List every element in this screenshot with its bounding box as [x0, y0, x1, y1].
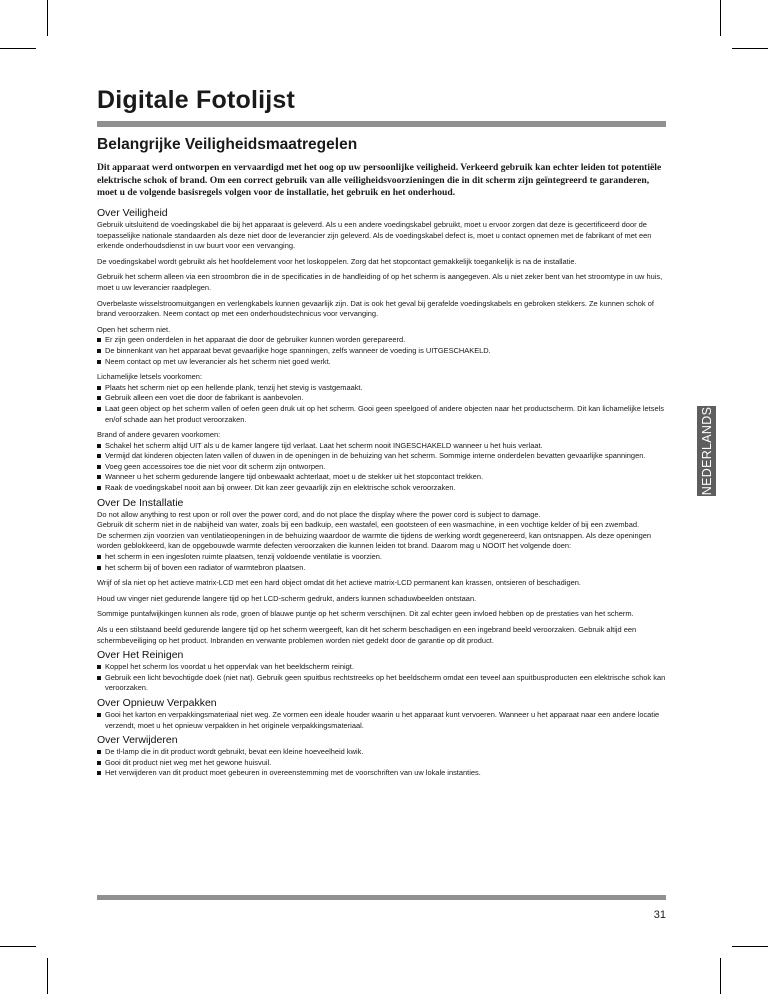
- paragraph: Sommige puntafwijkingen kunnen als rode, groen of blauwe puntje op het scherm verschijnen. Dit zal echter geen invloed hebben op de prestaties van het scherm.: [97, 609, 634, 619]
- crop-mark: [720, 0, 721, 36]
- section-heading-disposal: Over Verwijderen: [97, 734, 178, 747]
- paragraph: Houd uw vinger niet gedurende langere tijd op het LCD-scherm gedrukt, anders kunnen schaduwbeelden ontstaan.: [97, 593, 477, 603]
- bullet-item: het scherm bij of boven een radiator of warmtebron plaatsen.: [97, 563, 667, 574]
- crop-mark: [0, 946, 36, 947]
- bullet-item: Gebruik alleen een voet die door de fabrikant is aanbevolen.: [97, 393, 667, 404]
- crop-mark: [47, 958, 48, 994]
- bullet-item: Laat geen object op het scherm vallen of oefen geen druk uit op het scherm. Gooi geen speelgoed of andere objecten naar het productscherm. Dit kan lichamelijke letsels en/of schade aan het product veroorzaken.: [97, 404, 667, 425]
- bullet-item: Gebruik een licht bevochtigde doek (niet nat). Gebruik geen spuitbus rechtstreeks op het beeldscherm omdat een teveel aan spuitbusproducten een elektrische schok kan veroorzaken.: [97, 673, 667, 694]
- crop-mark: [720, 958, 721, 994]
- paragraph: Gebruik dit scherm niet in de nabijheid van water, zoals bij een badkuip, een wastafel, een gootsteen of een wasmachine, in een vochtige kelder of bij een zwembad.: [97, 520, 640, 530]
- crop-mark: [47, 0, 48, 36]
- paragraph: De voedingskabel wordt gebruikt als het hoofdelement voor het loskoppelen. Zorg dat het stopcontact gemakkelijk toegankelijk is na de installatie.: [97, 256, 577, 266]
- page-title: Digitale Fotolijst: [97, 86, 296, 114]
- paragraph: Do not allow anything to rest upon or roll over the power cord, and do not place the display where the power cord is subject to damage.: [97, 509, 541, 519]
- crop-mark: [732, 48, 768, 49]
- safety-heading: Belangrijke Veiligheidsmaatregelen: [97, 136, 358, 153]
- intro-paragraph: Dit apparaat werd ontworpen en vervaardigd met het oog op uw persoonlijke veiligheid. Verkeerd gebruik kan echter leiden tot potentiële elektrische schok of brand. Om een correct gebruik van alle veiligheidsvoorzieningen die in dit scherm zijn geïntegreerd te garanderen, moet u de volgende basisregels volgen voor de installatie, het gebruik en het onderhoud.: [97, 162, 662, 198]
- bullet-item: Plaats het scherm niet op een hellende plank, tenzij het stevig is vastgemaakt.: [97, 383, 667, 394]
- footer-rule: [97, 895, 666, 900]
- bullet-item: Wanneer u het scherm gedurende langere tijd onbewaakt achterlaat, moet u de stekker uit het stopcontact trekken.: [97, 472, 667, 483]
- page-number: 31: [653, 909, 666, 921]
- paragraph: Gebruik uitsluitend de voedingskabel die bij het apparaat is geleverd. Als u een andere voedingskabel gebruikt, moet u ervoor zorgen dat deze is gecertificeerd door de toepasselijke nationale standaarden als deze niet door de leverancier zijn geleverd. Als de voedingskabel defect is, moet u contact opnemen met de fabrikant of met een erkende onderhoudsdienst in uw buurt voor een vervanging.: [97, 220, 652, 251]
- bullet-item: Het verwijderen van dit product moet gebeuren in overeenstemming met de voorschriften van uw lokale instanties.: [97, 768, 667, 779]
- crop-mark: [732, 946, 768, 947]
- title-rule: [97, 121, 666, 127]
- list-intro: Open het scherm niet.: [97, 324, 171, 334]
- bullet-item: Raak de voedingskabel nooit aan bij onweer. Dit kan zeer gevaarlijk zijn en elektrische schok veroorzaken.: [97, 483, 667, 494]
- paragraph: Overbelaste wisselstroomuitgangen en verlengkabels kunnen gevaarlijk zijn. Dat is ook het geval bij gerafelde voedingskabels en gebroken stekkers. Ze kunnen schok of brand veroorzaken. Neem contact op met een onderhoudstechnicus voor vervanging.: [97, 298, 654, 319]
- bullet-item: De tl-lamp die in dit product wordt gebruikt, bevat een kleine hoeveelheid kwik.: [97, 747, 667, 758]
- bullet-item: Gooi het karton en verpakkingsmateriaal niet weg. Ze vormen een ideale houder waarin u het apparaat kunt vervoeren. Wanneer u het apparaat naar een andere locatie verzendt, moet u het opnieuw verpakken in het originele verpakkingsmateriaal.: [97, 710, 667, 731]
- section-heading-repacking: Over Opnieuw Verpakken: [97, 696, 217, 709]
- paragraph: Gebruik het scherm alleen via een stroombron die in de specificaties in de handleiding of op het scherm is aangegeven. Als u niet zeker bent van het stroomtype in uw huis, moet u uw leverancier raadplegen.: [97, 272, 663, 292]
- paragraph: Wrijf of sla niet op het actieve matrix-LCD met een hard object omdat dit het actieve matrix-LCD permanent kan krassen, ontsieren of beschadigen.: [97, 578, 581, 588]
- bullet-item: De binnenkant van het apparaat bevat gevaarlijke hoge spanningen, zelfs wanneer de voeding is UITGESCHAKELD.: [97, 346, 667, 357]
- list-intro: Lichamelijke letsels voorkomen:: [97, 372, 202, 382]
- language-label: NEDERLANDS: [699, 406, 714, 496]
- paragraph: Als u een stilstaand beeld gedurende langere tijd op het scherm weergeeft, kan dit het scherm beschadigen en een ingebrand beeld veroorzaken. Gebruik altijd een schermbeveiliging op het product. Inbranden en verwante problemen worden niet gedekt door de garantie op dit product.: [97, 625, 637, 645]
- language-side-tab: [697, 406, 716, 496]
- bullet-item: Voeg geen accessoires toe die niet voor dit scherm zijn ontworpen.: [97, 462, 667, 473]
- list-intro: Brand of andere gevaren voorkomen:: [97, 430, 221, 440]
- bullet-item: Er zijn geen onderdelen in het apparaat die door de gebruiker kunnen worden gerepareerd.: [97, 335, 667, 346]
- section-heading-cleaning: Over Het Reinigen: [97, 649, 184, 662]
- section-heading-safety: Over Veiligheid: [97, 207, 168, 219]
- section-heading-installation: Over De Installatie: [97, 496, 184, 509]
- paragraph: De schermen zijn voorzien van ventilatieopeningen in de behuizing waardoor de warmte die tijdens de werking wordt gegenereerd, kan ontsnappen. Als deze openingen worden geblokkeerd, kan de opgebouwde warmte defecten veroorzaken die kunnen leiden tot brand. Daarom mag u NOOIT het volgende doen:: [97, 530, 652, 551]
- bullet-item: Koppel het scherm los voordat u het oppervlak van het beeldscherm reinigt.: [97, 662, 667, 673]
- bullet-item: Neem contact op met uw leverancier als het scherm niet goed werkt.: [97, 357, 667, 368]
- bullet-item: Schakel het scherm altijd UIT als u de kamer langere tijd verlaat. Laat het scherm nooit INGESCHAKELD wanneer u het huis verlaat.: [97, 441, 667, 452]
- crop-mark: [0, 48, 36, 49]
- content-body: [97, 207, 667, 779]
- bullet-item: Vermijd dat kinderen objecten laten vallen of duwen in de openingen in de behuizing van het scherm. Sommige interne onderdelen bevatten gevaarlijke spanningen.: [97, 451, 667, 462]
- bullet-item: Gooi dit product niet weg met het gewone huisvuil.: [97, 758, 667, 769]
- bullet-item: het scherm in een ingesloten ruimte plaatsen, tenzij voldoende ventilatie is voorzien.: [97, 552, 667, 563]
